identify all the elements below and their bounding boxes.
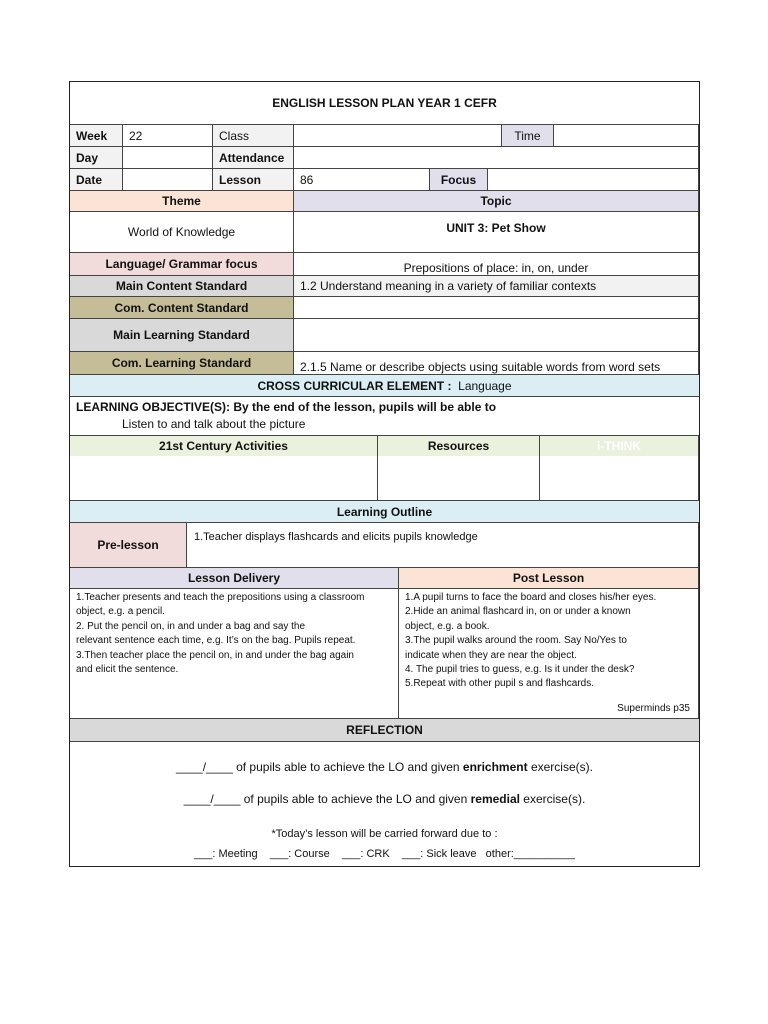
post-reference: Superminds p35 <box>617 702 690 714</box>
main-learning-standard-label: Main Learning Standard <box>70 319 294 352</box>
post-lesson-label: Post Lesson <box>399 568 699 589</box>
focus-value[interactable] <box>488 169 699 191</box>
enrichment-suffix: exercise(s). <box>527 760 593 774</box>
pre-lesson-label: Pre-lesson <box>70 523 187 568</box>
main-content-standard-label: Main Content Standard <box>70 276 294 297</box>
learning-objective-value: Listen to and talk about the picture <box>122 417 306 431</box>
post-line: 5.Repeat with other pupil s and flashcards. <box>405 678 594 690</box>
enrichment-prefix: ____/____ of pupils able to achieve the LO and given <box>176 760 463 774</box>
century-activities-label: 21st Century Activities <box>70 436 378 456</box>
remedial-keyword: remedial <box>470 792 520 806</box>
ithink-label: i-THINK <box>540 436 699 456</box>
ithink-content[interactable] <box>540 456 699 501</box>
day-label: Day <box>70 147 123 169</box>
topic-value: UNIT 3: Pet Show <box>294 212 699 253</box>
learning-objectives <box>70 397 699 436</box>
post-line: object, e.g. a book. <box>405 620 490 632</box>
post-line: 1.A pupil turns to face the board and closes his/her eyes. <box>405 592 657 603</box>
resources-label: Resources <box>378 436 540 456</box>
remedial-prefix: ____/____ of pupils able to achieve the LO and given <box>183 792 471 806</box>
delivery-line: and elicit the sentence. <box>76 664 179 676</box>
delivery-line: object, e.g. a pencil. <box>76 606 165 618</box>
date-label: Date <box>70 169 123 191</box>
learning-objective-label: LEARNING OBJECTIVE(S): By the end of the lesson, pupils will be able to <box>76 400 497 414</box>
com-content-standard-value <box>294 297 699 319</box>
attendance-value[interactable] <box>294 147 699 169</box>
main-learning-standard-value <box>294 319 699 352</box>
theme-value: World of Knowledge <box>70 212 294 253</box>
day-value[interactable] <box>123 147 213 169</box>
class-value[interactable] <box>294 125 502 147</box>
post-line: indicate when they are near the object. <box>405 649 577 661</box>
class-label: Class <box>213 125 294 147</box>
page-title: ENGLISH LESSON PLAN YEAR 1 CEFR <box>70 82 699 125</box>
lesson-delivery-label: Lesson Delivery <box>70 568 399 589</box>
post-line: 2.Hide an animal flashcard in, on or under a known <box>405 606 631 618</box>
delivery-line: relevant sentence each time, e.g. It’s on the bag. Pupils repeat. <box>76 635 356 647</box>
time-value[interactable] <box>554 125 699 147</box>
reflection-body <box>70 742 699 866</box>
resources-content[interactable] <box>378 456 540 501</box>
theme-label: Theme <box>70 191 294 212</box>
attendance-label: Attendance <box>213 147 294 169</box>
enrichment-keyword: enrichment <box>462 760 528 774</box>
main-content-standard-value: 1.2 Understand meaning in a variety of familiar contexts <box>294 276 699 297</box>
cross-curricular-element <box>70 375 699 397</box>
grammar-focus-label: Language/ Grammar focus <box>70 253 294 276</box>
lesson-label: Lesson <box>213 169 294 191</box>
enrichment-line <box>70 760 699 774</box>
time-label: Time <box>502 125 554 147</box>
remedial-line <box>70 792 699 806</box>
cross-curricular-label: CROSS CURRICULAR ELEMENT : <box>257 378 452 393</box>
learning-outline-label: Learning Outline <box>70 501 699 523</box>
grammar-focus-value: Prepositions of place: in, on, under <box>294 253 699 276</box>
delivery-line: 3.Then teacher place the pencil on, in and under the bag again <box>76 649 354 661</box>
post-lesson-text <box>399 589 699 719</box>
post-line: 4. The pupil tries to guess, e.g. Is it under the desk? <box>405 664 635 676</box>
carried-forward-reasons: ___: Meeting ___: Course ___: CRK ___: Sick leave other:__________ <box>194 848 575 860</box>
cross-curricular-value: Language <box>458 378 512 393</box>
week-value[interactable]: 22 <box>123 125 213 147</box>
week-label: Week <box>70 125 123 147</box>
carried-forward-note: *Today’s lesson will be carried forward due to : <box>271 828 498 840</box>
com-learning-standard-label: Com. Learning Standard <box>70 352 294 375</box>
delivery-line: 1.Teacher presents and teach the prepositions using a classroom <box>76 592 365 603</box>
pre-lesson-text: 1.Teacher displays flashcards and elicits pupils knowledge <box>187 523 699 568</box>
focus-label: Focus <box>430 169 488 191</box>
lesson-value[interactable]: 86 <box>294 169 430 191</box>
delivery-line: 2. Put the pencil on, in and under a bag and say the <box>76 620 306 632</box>
date-value[interactable] <box>123 169 213 191</box>
com-content-standard-label: Com. Content Standard <box>70 297 294 319</box>
lesson-delivery-text <box>70 589 399 719</box>
reflection-label: REFLECTION <box>70 719 699 742</box>
post-line: 3.The pupil walks around the room. Say No/Yes to <box>405 635 627 647</box>
century-activities-content[interactable] <box>70 456 378 501</box>
remedial-suffix: exercise(s). <box>519 792 586 806</box>
topic-label: Topic <box>294 191 699 212</box>
com-learning-standard-value: 2.1.5 Name or describe objects using suitable words from word sets <box>294 352 699 375</box>
